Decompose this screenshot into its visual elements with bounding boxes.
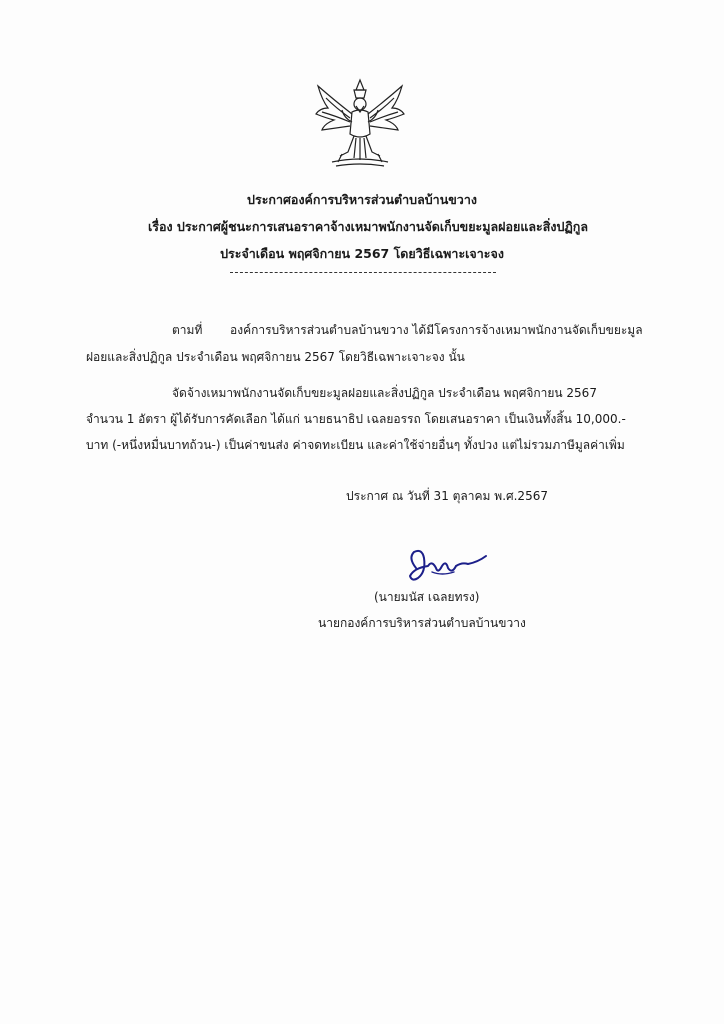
handwritten-signature — [402, 546, 488, 586]
paragraph-1-line-2: ฝอยและสิ่งปฏิกูล ประจำเดือน พฤศจิกายน 2567 โดยวิธีเฉพาะเจาะจง นั้น — [86, 350, 465, 364]
header-divider — [230, 272, 496, 273]
announcement-date: ประกาศ ณ วันที่ 31 ตุลาคม พ.ศ.2567 — [346, 489, 548, 503]
paragraph-2-line-1: จัดจ้างเหมาพนักงานจัดเก็บขยะมูลฝอยและสิ่งปฏิกูล ประจำเดือน พฤศจิกายน 2567 — [172, 386, 597, 400]
announcement-title: ประกาศองค์การบริหารส่วนตำบลบ้านขวาง — [247, 192, 477, 207]
paragraph-2-line-2: จำนวน 1 อัตรา ผู้ได้รับการคัดเลือก ได้แก่ นายธนาธิป เฉลยอรรถ โดยเสนอราคา เป็นเงินทั้งสิ้น 10,000.- — [86, 412, 626, 426]
paragraph-1-line-1 — [172, 321, 643, 340]
announcement-subject: เรื่อง ประกาศผู้ชนะการเสนอราคาจ้างเหมาพนักงานจัดเก็บขยะมูลฝอยและสิ่งปฏิกูล — [147, 219, 589, 234]
announcement-period: ประจำเดือน พฤศจิกายน 2567 โดยวิธีเฉพาะเจาะจง — [220, 246, 504, 261]
paragraph-2-line-3: บาท (-หนึ่งหมื่นบาทถ้วน-) เป็นค่าขนส่ง ค่าจดทะเบียน และค่าใช้จ่ายอื่นๆ ทั้งปวง แต่ไม่รวมภาษีมูลค่าเพิ่ม — [86, 438, 625, 452]
signatory-name: (นายมนัส เฉลยทรง) — [374, 590, 480, 604]
garuda-emblem — [312, 78, 408, 170]
paragraph-1-lead: ตามที่ — [172, 323, 203, 337]
paragraph-1-text: องค์การบริหารส่วนตำบลบ้านขวาง ได้มีโครงการจ้างเหมาพนักงานจัดเก็บขยะมูล — [230, 323, 643, 337]
signatory-position: นายกองค์การบริหารส่วนตำบลบ้านขวาง — [318, 616, 526, 630]
